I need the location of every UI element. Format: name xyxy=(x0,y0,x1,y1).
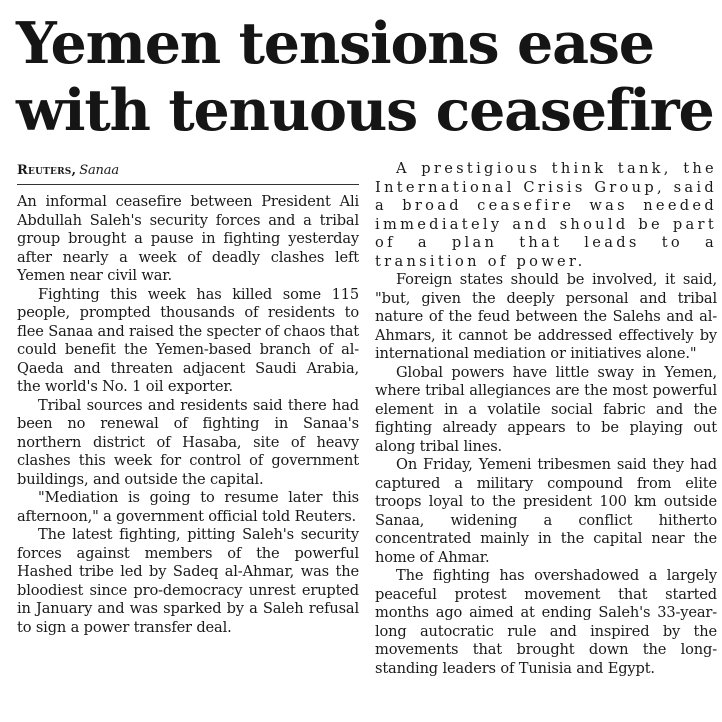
byline xyxy=(17,160,359,185)
headline-line-2: with tenuous ceasefire xyxy=(16,77,714,144)
article-column-right xyxy=(375,160,717,678)
paragraph-right-1: A prestigious think tank, the International Crisis Group, said a broad ceasefire was needed immediately and should be part of a plan that leads to a transition of power. xyxy=(375,160,717,270)
paragraph-right-3: Global powers have little sway in Yemen, where tribal allegiances are the most powerful element in a volatile social fabric and the fighting already appears to be playing out along tribal lines. xyxy=(375,363,717,455)
paragraph-right-5: The fighting has overshadowed a largely peaceful protest movement that started months ago aimed at ending Saleh's 33-year-long autocratic rule and inspired by the movements that brought down the long-standing leaders of Tunisia and Egypt. xyxy=(375,567,717,677)
paragraph-right-4: On Friday, Yemeni tribesmen said they had captured a military compound from elite troops loyal to the president 100 km outside Sanaa, widening a conflict hitherto concentrated mainly in the capital near the home of Ahmar. xyxy=(375,456,717,566)
paragraph-left-3: Tribal sources and residents said there had been no renewal of fighting in Sanaa's northern district of Hasaba, site of heavy clashes this week for control of government buildings, and outside the capital. xyxy=(17,396,359,488)
byline-agency: Reuters, xyxy=(17,163,77,178)
paragraph-left-2: Fighting this week has killed some 115 people, prompted thousands of residents to flee Sanaa and raised the specter of chaos that could benefit the Yemen-based branch of al-Qaeda and threaten adjacent Saudi Arabia, the world's No. 1 oil exporter. xyxy=(17,285,359,395)
paragraph-left-1: An informal ceasefire between President Ali Abdullah Saleh's security forces and a tribal group brought a pause in fighting yesterday after nearly a week of deadly clashes left Yemen near civil war. xyxy=(17,193,359,284)
article-column-left xyxy=(17,160,359,637)
headline xyxy=(16,10,716,144)
headline-line-1: Yemen tensions ease xyxy=(16,10,654,77)
paragraph-left-4: "Mediation is going to resume later this afternoon," a government official told Reuters. xyxy=(17,489,359,525)
byline-dateline: Sanaa xyxy=(79,163,119,178)
paragraph-left-5: The latest fighting, pitting Saleh's security forces against members of the powerful Hashed tribe led by Sadeq al-Ahmar, was the bloodiest since pro-democracy unrest erupted in January and was sparked by a Saleh refusal to sign a power transfer deal. xyxy=(17,526,359,636)
paragraph-right-2: Foreign states should be involved, it said, "but, given the deeply personal and tribal nature of the feud between the Salehs and al-Ahmars, it cannot be addressed effectively by international mediation or initiatives alone." xyxy=(375,271,717,362)
